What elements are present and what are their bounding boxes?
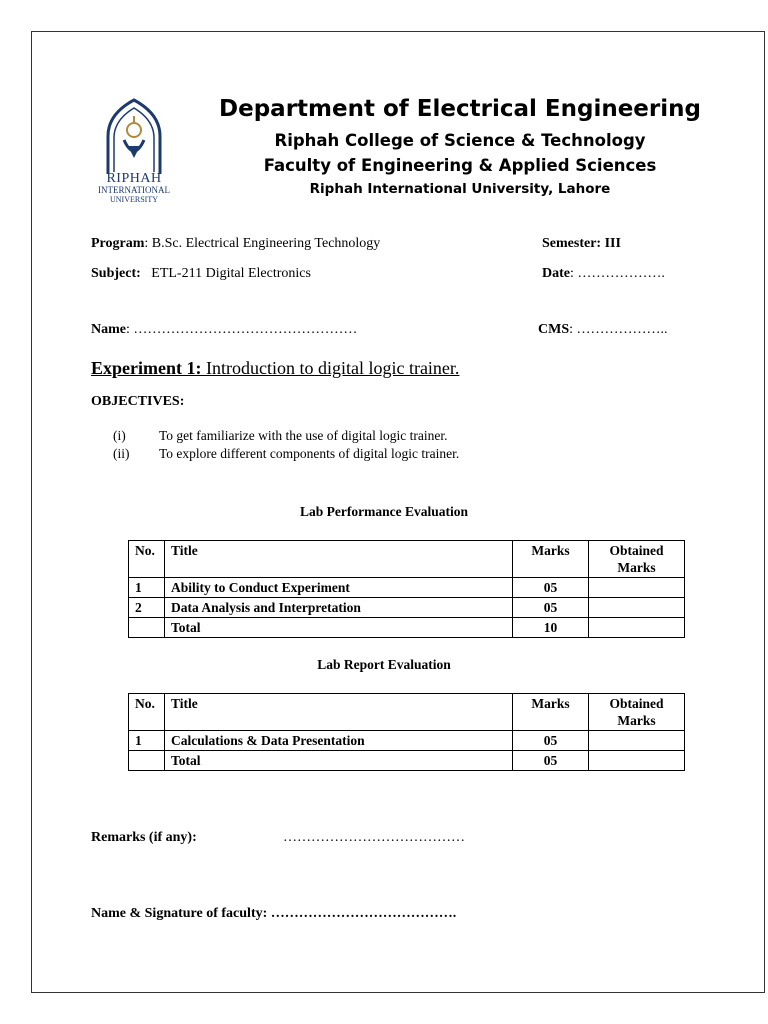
objectives-heading: OBJECTIVES:	[91, 394, 185, 409]
cell-title: Data Analysis and Interpretation	[165, 598, 513, 618]
cell-obtained[interactable]	[589, 731, 685, 751]
table-row	[129, 598, 685, 618]
header-title: Title	[165, 541, 513, 578]
lab-performance-table	[128, 540, 685, 638]
experiment-title: Introduction to digital logic trainer.	[201, 358, 460, 378]
signature-label: Name & Signature of faculty:	[91, 906, 268, 921]
college-title: Riphah College of Science & Technology	[274, 131, 646, 150]
cell-title: Calculations & Data Presentation	[165, 731, 513, 751]
table-row	[129, 578, 685, 598]
header-obtained: Obtained Marks	[589, 541, 685, 578]
lab-performance-caption: Lab Performance Evaluation	[300, 504, 468, 519]
cell-no: 1	[129, 578, 165, 598]
cell-title: Total	[165, 751, 513, 771]
cms-value: : ………………..	[569, 322, 668, 337]
table-row	[129, 618, 685, 638]
cms-label: CMS	[538, 322, 570, 337]
subject-line	[91, 266, 311, 282]
table-header-row	[129, 541, 685, 578]
cell-obtained[interactable]	[589, 618, 685, 638]
logo-name: RIPHAH	[106, 171, 162, 186]
experiment-label: Experiment 1:	[91, 358, 202, 378]
cms-line	[538, 322, 668, 338]
objective-num: (i)	[113, 428, 126, 443]
table-row	[129, 731, 685, 751]
logo-line3: UNIVERSITY	[110, 195, 158, 204]
cell-no	[129, 618, 165, 638]
subject-label: Subject:	[91, 266, 141, 281]
table-row	[129, 751, 685, 771]
date-label: Date	[542, 266, 570, 281]
university-title: Riphah International University, Lahore	[309, 181, 611, 197]
cell-obtained[interactable]	[589, 751, 685, 771]
header-marks: Marks	[513, 694, 589, 731]
cell-marks: 05	[513, 731, 589, 751]
cell-marks: 05	[513, 598, 589, 618]
semester-label: Semester: III	[542, 236, 621, 251]
name-value: : …………………………………………	[126, 322, 358, 337]
name-label: Name	[91, 322, 126, 337]
subject-value: ETL-211 Digital Electronics	[151, 266, 311, 281]
cell-no: 2	[129, 598, 165, 618]
signature-value[interactable]: ………………………………….	[267, 906, 457, 921]
signature-line	[91, 906, 456, 922]
header-no: No.	[129, 694, 165, 731]
cell-marks: 05	[513, 578, 589, 598]
experiment-heading	[91, 358, 459, 379]
objective-text: To explore different components of digital logic trainer.	[159, 446, 460, 461]
department-title: Department of Electrical Engineering	[219, 96, 701, 122]
objective-num: (ii)	[113, 446, 130, 461]
cell-obtained[interactable]	[589, 598, 685, 618]
header-no: No.	[129, 541, 165, 578]
logo-line2: INTERNATIONAL	[98, 185, 170, 195]
name-line	[91, 322, 357, 338]
lab-report-table	[128, 693, 685, 771]
table-header-row	[129, 694, 685, 731]
cell-marks: 10	[513, 618, 589, 638]
date-line	[542, 266, 665, 282]
objective-text: To get familiarize with the use of digital logic trainer.	[159, 428, 448, 443]
program-line	[91, 236, 380, 252]
date-value: : ……………….	[570, 266, 665, 281]
remarks-value[interactable]: …………………………………	[283, 830, 465, 845]
cell-marks: 05	[513, 751, 589, 771]
header-title: Title	[165, 694, 513, 731]
cell-title: Ability to Conduct Experiment	[165, 578, 513, 598]
program-value: : B.Sc. Electrical Engineering Technology	[144, 236, 381, 251]
lab-report-caption: Lab Report Evaluation	[317, 657, 451, 672]
header-obtained: Obtained Marks	[589, 694, 685, 731]
cell-no: 1	[129, 731, 165, 751]
faculty-title: Faculty of Engineering & Applied Sciences	[263, 156, 657, 175]
cell-no	[129, 751, 165, 771]
remarks-label: Remarks (if any):	[91, 830, 197, 845]
header-marks: Marks	[513, 541, 589, 578]
program-label: Program	[91, 236, 145, 251]
cell-obtained[interactable]	[589, 578, 685, 598]
cell-title: Total	[165, 618, 513, 638]
